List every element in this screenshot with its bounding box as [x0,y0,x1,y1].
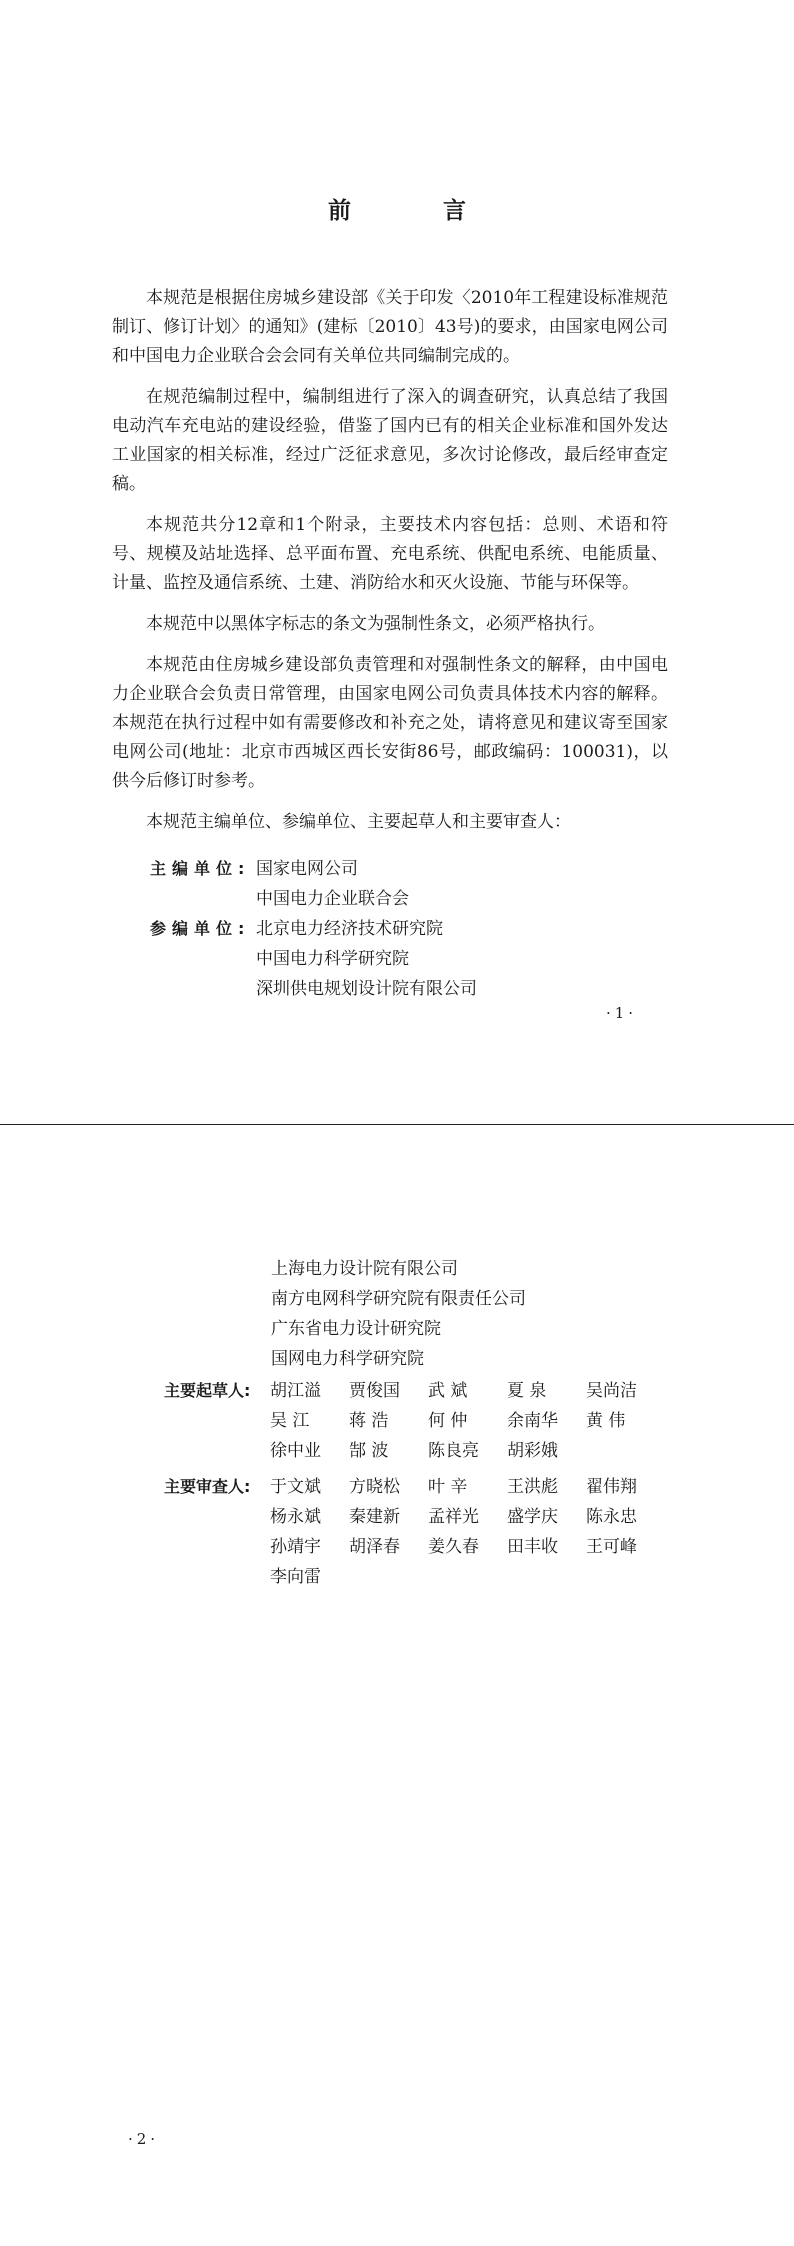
paragraph: 本规范中以黑体字标志的条文为强制性条文，必须严格执行。 [146,614,605,634]
paragraph: 本规范共分12章和1个附录，主要技术内容包括：总则、术语和符号、规模及站址选择、总平面布置、充电系统、供配电系统、电能质量、计量、监控及通信系统、土建、消防给水和灭火设施、节能与环保等。 [112,515,668,593]
unit-name: 广东省电力设计研究院 [271,1319,441,1339]
person-name: 于文斌 [270,1477,321,1497]
unit-name: 中国电力科学研究院 [256,949,409,969]
person-name: 余南华 [507,1411,558,1431]
person-name: 陈永忠 [586,1507,637,1527]
person-name: 叶 辛 [428,1477,468,1497]
paragraph: 本规范由住房城乡建设部负责管理和对强制性条文的解释，由中国电力企业联合会负责日常管理，由国家电网公司负责具体技术内容的解释。本规范在执行过程中如有需要修改和补充之处，请将意见和建议寄至国家电网公司(地址：北京市西城区西长安街86号，邮政编码：100031)，以供今后修订时参考。 [112,655,668,791]
person-name: 方晓松 [349,1477,400,1497]
participating-units-row [150,914,477,1004]
person-name: 郜 波 [349,1441,389,1461]
chief-units-row [150,854,477,914]
page-2 [0,1128,794,2246]
person-name: 胡彩娥 [507,1441,558,1461]
person-name: 吴尚洁 [586,1381,637,1401]
unit-name: 北京电力经济技术研究院 [256,919,443,939]
person-name: 秦建新 [349,1507,400,1527]
page-title: 前 言 [327,198,508,224]
unit-name: 深圳供电规划设计院有限公司 [256,979,477,999]
person-name: 武 斌 [428,1381,468,1401]
person-name: 蒋 浩 [349,1411,389,1431]
unit-name: 国网电力科学研究院 [271,1349,424,1369]
unit-name: 中国电力企业联合会 [256,889,409,909]
person-name: 孙靖宇 [270,1537,321,1557]
person-name: 杨永斌 [270,1507,321,1527]
person-name: 黄 伟 [586,1411,626,1431]
drafters-names [270,1376,665,1466]
paragraph: 在规范编制过程中，编制组进行了深入的调查研究，认真总结了我国电动汽车充电站的建设经验，借鉴了国内已有的相关企业标准和国外发达工业国家的相关标准，经过广泛征求意见，多次讨论修改，最后经审查定稿。 [112,387,668,494]
paragraph: 本规范是根据住房城乡建设部《关于印发〈2010年工程建设标准规范制订、修订计划〉的通知》(建标〔2010〕43号)的要求，由国家电网公司和中国电力企业联合会会同有关单位共同编制完成的。 [112,288,668,366]
person-name: 翟伟翔 [586,1477,637,1497]
person-name: 盛学庆 [507,1507,558,1527]
participating-units-list [256,914,477,1004]
unit-name: 国家电网公司 [256,859,358,879]
person-name: 陈良亮 [428,1441,479,1461]
person-name: 胡泽春 [349,1537,400,1557]
chief-units-label: 主编单位: [150,859,245,878]
person-name: 姜久春 [428,1537,479,1557]
person-name: 吴 江 [270,1411,310,1431]
person-name: 徐中业 [270,1441,321,1461]
page-1 [0,0,794,1120]
reviewers-label: 主要审查人: [164,1477,251,1496]
person-name: 王可峰 [586,1537,637,1557]
page-number: ·1· [606,1004,638,1022]
people-block [164,1376,665,1598]
preface-body [112,284,668,837]
paragraph: 本规范主编单位、参编单位、主要起草人和主要审查人： [146,812,571,832]
person-name: 夏 泉 [507,1381,547,1401]
reviewers-names [270,1472,665,1592]
unit-name: 上海电力设计院有限公司 [271,1259,458,1279]
person-name: 田丰收 [507,1537,558,1557]
person-name: 贾俊国 [349,1381,400,1401]
participating-units-label: 参编单位: [150,919,245,938]
drafters-group [164,1376,665,1466]
person-name: 胡江溢 [270,1381,321,1401]
page-divider [0,1124,794,1125]
page-number: ·2· [128,2130,160,2148]
reviewers-group [164,1472,665,1592]
person-name: 何 仲 [428,1411,468,1431]
person-name: 李向雷 [270,1567,321,1587]
chief-units-list [256,854,409,914]
continued-units-list [271,1254,526,1374]
person-name: 王洪彪 [507,1477,558,1497]
unit-name: 南方电网科学研究院有限责任公司 [271,1289,526,1309]
units-block [150,854,477,1004]
person-name: 孟祥光 [428,1507,479,1527]
drafters-label: 主要起草人: [164,1381,251,1400]
